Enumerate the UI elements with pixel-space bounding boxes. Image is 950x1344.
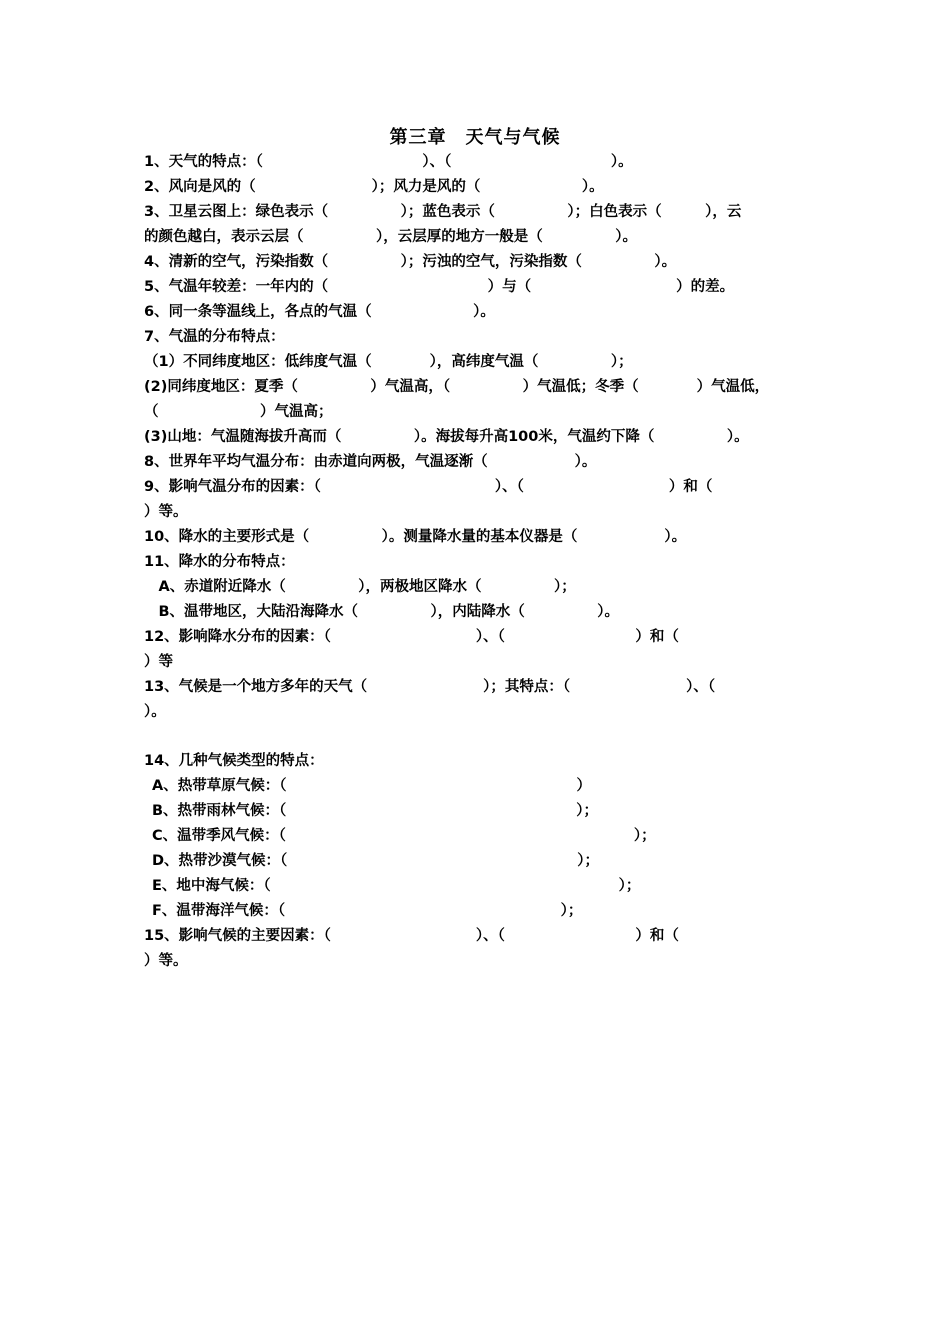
question-1: 1、天气的特点：（ ）、（ ）。 [144, 154, 633, 170]
question-15-cont: ）等。 [144, 953, 188, 969]
question-7-2: (2)同纬度地区：夏季（ ）气温高，（ ）气温低；冬季（ ）气温低， [144, 379, 770, 395]
question-7-2-cont: （ ）气温高； [144, 404, 333, 420]
question-14-e: E、地中海气候：（ ）； [152, 878, 641, 894]
question-7: 7、气温的分布特点： [144, 329, 285, 345]
question-4: 4、清新的空气，污染指数（ ）；污浊的空气，污染指数（ ）。 [144, 254, 677, 270]
question-3-cont: 的颜色越白，表示云层（ ），云层厚的地方一般是（ ）。 [144, 229, 637, 245]
question-14-b: B、热带雨林气候：（ ）； [152, 803, 599, 819]
question-14-f: F、温带海洋气候：（ ）； [152, 903, 583, 919]
question-8: 8、世界年平均气温分布：由赤道向两极，气温逐渐（ ）。 [144, 454, 597, 470]
page-title: 第三章 天气与气候 [389, 127, 561, 148]
question-11-a: A、赤道附近降水（ ），两极地区降水（ ）； [144, 579, 576, 595]
question-14: 14、几种气候类型的特点： [144, 753, 324, 769]
question-3: 3、卫星云图上：绿色表示（ ）；蓝色表示（ ）；白色表示（ ），云 [144, 204, 742, 220]
question-5: 5、气温年较差：一年内的（ ）与（ ）的差。 [144, 279, 735, 295]
question-13-cont: ）。 [144, 704, 166, 720]
question-14-c: C、温带季风气候：（ ）； [152, 828, 656, 844]
question-12: 12、影响降水分布的因素：（ ）、（ ）和（ [144, 629, 679, 645]
question-9-cont: ）等。 [144, 504, 188, 520]
question-7-1: （1）不同纬度地区：低纬度气温（ ），高纬度气温（ ）； [144, 354, 633, 370]
question-6: 6、同一条等温线上，各点的气温（ ）。 [144, 304, 495, 320]
question-12-cont: ）等 [144, 654, 173, 670]
question-13: 13、气候是一个地方多年的天气（ ）；其特点：（ ）、（ [144, 679, 716, 695]
question-11-b: B、温带地区，大陆沿海降水（ ），内陆降水（ ）。 [144, 604, 620, 620]
question-14-d: D、热带沙漠气候：（ ）； [152, 853, 600, 869]
question-14-a: A、热带草原气候：（ ） [152, 778, 591, 794]
question-7-3: (3)山地：气温随海拔升高而（ ）。海拔每升高100米，气温约下降（ ）。 [144, 429, 749, 445]
question-15: 15、影响气候的主要因素：（ ）、（ ）和（ [144, 928, 679, 944]
question-2: 2、风向是风的（ ）；风力是风的（ ）。 [144, 179, 604, 195]
question-10: 10、降水的主要形式是（ ）。测量降水量的基本仪器是（ ）。 [144, 529, 687, 545]
question-11: 11、降水的分布特点： [144, 554, 295, 570]
question-9: 9、影响气温分布的因素：（ ）、（ ）和（ [144, 479, 713, 495]
